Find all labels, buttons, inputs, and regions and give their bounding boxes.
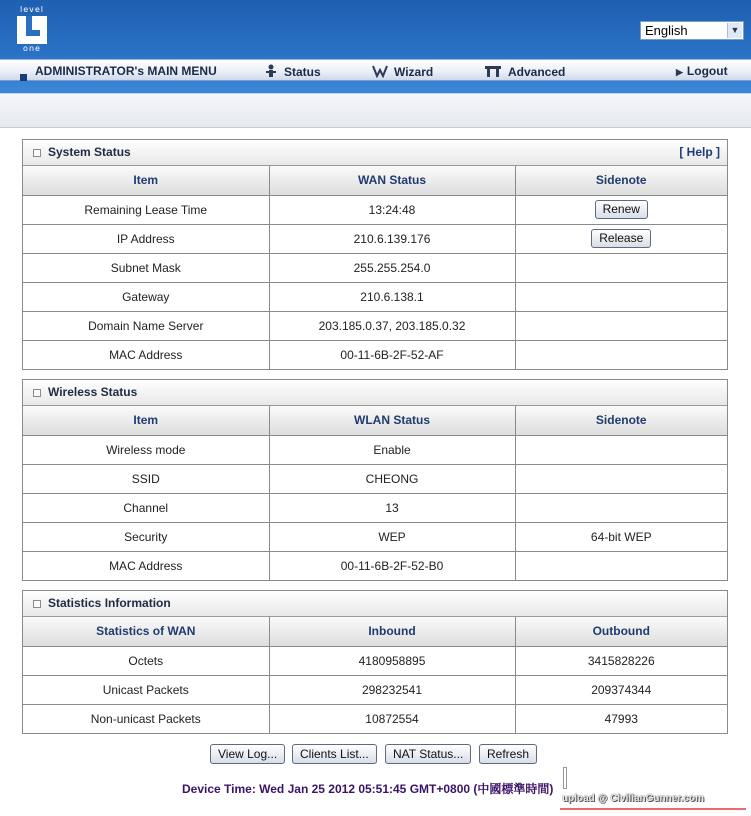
- row-value: WEP: [269, 522, 515, 551]
- row-sidenote: [515, 253, 727, 282]
- system-status-title-text: System Status: [48, 145, 131, 159]
- logo-mark: [17, 16, 47, 44]
- row-item: Octets: [23, 646, 269, 675]
- wizard-icon: [372, 64, 388, 79]
- wireless-status-table: [23, 406, 727, 580]
- row-sidenote: [515, 464, 727, 493]
- column-header: Sidenote: [515, 166, 727, 195]
- table-row: [23, 704, 727, 733]
- row-item: Gateway: [23, 282, 269, 311]
- row-item: Unicast Packets: [23, 675, 269, 704]
- panel-square-icon: [33, 600, 41, 608]
- table-header-row: [23, 166, 727, 195]
- nat-status-button[interactable]: NAT Status...: [385, 744, 471, 764]
- row-value: Enable: [269, 435, 515, 464]
- status-person-icon: [264, 64, 278, 79]
- chevron-down-icon[interactable]: ▼: [727, 23, 742, 38]
- menu-advanced-label: Advanced: [508, 65, 566, 79]
- language-select[interactable]: [640, 21, 744, 40]
- row-sidenote: [515, 282, 727, 311]
- header: [0, 0, 751, 128]
- row-item: Non-unicast Packets: [23, 704, 269, 733]
- row-item: Remaining Lease Time: [23, 195, 269, 224]
- table-row: [23, 646, 727, 675]
- row-item: Wireless mode: [23, 435, 269, 464]
- menu-advanced[interactable]: [484, 64, 565, 79]
- system-status-title: [23, 140, 727, 166]
- row-item: SSID: [23, 464, 269, 493]
- table-header-row: [23, 406, 727, 435]
- row-sidenote: [515, 340, 727, 369]
- table-row: [23, 311, 727, 340]
- row-inbound: 10872554: [269, 704, 515, 733]
- table-row: [23, 675, 727, 704]
- table-row: [23, 522, 727, 551]
- row-sidenote: [515, 195, 727, 224]
- row-value: 00-11-6B-2F-52-AF: [269, 340, 515, 369]
- row-item: Channel: [23, 493, 269, 522]
- advanced-tools-icon: [484, 64, 502, 79]
- wireless-status-title: [23, 380, 727, 406]
- row-value: 255.255.254.0: [269, 253, 515, 282]
- table-row: [23, 340, 727, 369]
- row-value: 210.6.138.1: [269, 282, 515, 311]
- menu-wizard-label: Wizard: [394, 65, 434, 79]
- column-header: Statistics of WAN: [23, 617, 269, 646]
- text-cursor-box: [563, 767, 567, 789]
- logo-text-bottom: one: [23, 44, 41, 53]
- row-item: IP Address: [23, 224, 269, 253]
- row-outbound: 209374344: [515, 675, 727, 704]
- watermark-underline: [560, 808, 746, 810]
- row-outbound: 3415828226: [515, 646, 727, 675]
- refresh-button[interactable]: Refresh: [479, 744, 537, 764]
- row-item: Security: [23, 522, 269, 551]
- view-log-button[interactable]: View Log...: [210, 744, 285, 764]
- table-row: [23, 224, 727, 253]
- statistics-panel: [22, 590, 728, 734]
- menu-logout-label: Logout: [686, 64, 728, 78]
- row-value: CHEONG: [269, 464, 515, 493]
- logo-text-top: level: [19, 5, 45, 14]
- row-sidenote: [515, 311, 727, 340]
- row-sidenote: 64-bit WEP: [515, 522, 727, 551]
- menu-admin-label: ADMINISTRATOR's MAIN MENU: [35, 64, 217, 78]
- panel-square-icon: [33, 149, 41, 157]
- watermark: upload @ CivilianGunner.com: [562, 793, 704, 804]
- row-value: 203.185.0.37, 203.185.0.32: [269, 311, 515, 340]
- menu-status-label: Status: [284, 65, 321, 79]
- table-row: [23, 493, 727, 522]
- menu-status[interactable]: [264, 64, 321, 79]
- row-sidenote: [515, 551, 727, 580]
- menu-bullet-icon: [20, 74, 27, 81]
- column-header: Item: [23, 406, 269, 435]
- column-header: Sidenote: [515, 406, 727, 435]
- column-header: WAN Status: [269, 166, 515, 195]
- levelone-logo: [16, 6, 48, 54]
- wireless-status-panel: [22, 379, 728, 581]
- main-menu-bar: [0, 59, 751, 81]
- table-row: [23, 282, 727, 311]
- row-inbound: 4180958895: [269, 646, 515, 675]
- row-item: Subnet Mask: [23, 253, 269, 282]
- language-select-value: English: [645, 23, 688, 38]
- table-row: [23, 464, 727, 493]
- row-item: Domain Name Server: [23, 311, 269, 340]
- column-header: Item: [23, 166, 269, 195]
- table-row: [23, 435, 727, 464]
- row-value: 13:24:48: [269, 195, 515, 224]
- statistics-title: [23, 591, 727, 617]
- device-time: Device Time: Wed Jan 25 2012 05:51:45 GMT+0800 (中國標準時間): [182, 782, 554, 796]
- renew-button[interactable]: Renew: [595, 200, 648, 219]
- help-link[interactable]: [ Help ]: [679, 145, 720, 159]
- table-row: [23, 253, 727, 282]
- row-sidenote: [515, 435, 727, 464]
- row-item: MAC Address: [23, 340, 269, 369]
- column-header: Inbound: [269, 617, 515, 646]
- row-value: 00-11-6B-2F-52-B0: [269, 551, 515, 580]
- row-item: MAC Address: [23, 551, 269, 580]
- column-header: WLAN Status: [269, 406, 515, 435]
- row-value: 13: [269, 493, 515, 522]
- system-status-panel: [22, 139, 728, 370]
- row-sidenote: [515, 224, 727, 253]
- action-buttons: [0, 744, 751, 765]
- chevron-right-icon: ▶: [676, 67, 683, 77]
- sub-menu-bar: [0, 93, 751, 128]
- release-button[interactable]: Release: [591, 229, 651, 248]
- table-header-row: [23, 617, 727, 646]
- panel-square-icon: [33, 389, 41, 397]
- statistics-title-text: Statistics Information: [48, 596, 171, 610]
- statistics-table: [23, 617, 727, 733]
- menu-admin-main[interactable]: [20, 64, 217, 81]
- table-row: [23, 551, 727, 580]
- wireless-status-title-text: Wireless Status: [48, 385, 138, 399]
- system-status-table: [23, 166, 727, 369]
- menu-wizard[interactable]: [372, 64, 433, 79]
- clients-list-button[interactable]: Clients List...: [292, 744, 377, 764]
- column-header: Outbound: [515, 617, 727, 646]
- row-sidenote: [515, 493, 727, 522]
- row-outbound: 47993: [604, 711, 638, 726]
- menu-logout[interactable]: [676, 64, 728, 78]
- row-value: 210.6.139.176: [269, 224, 515, 253]
- table-row: [23, 195, 727, 224]
- row-inbound: 298232541: [269, 675, 515, 704]
